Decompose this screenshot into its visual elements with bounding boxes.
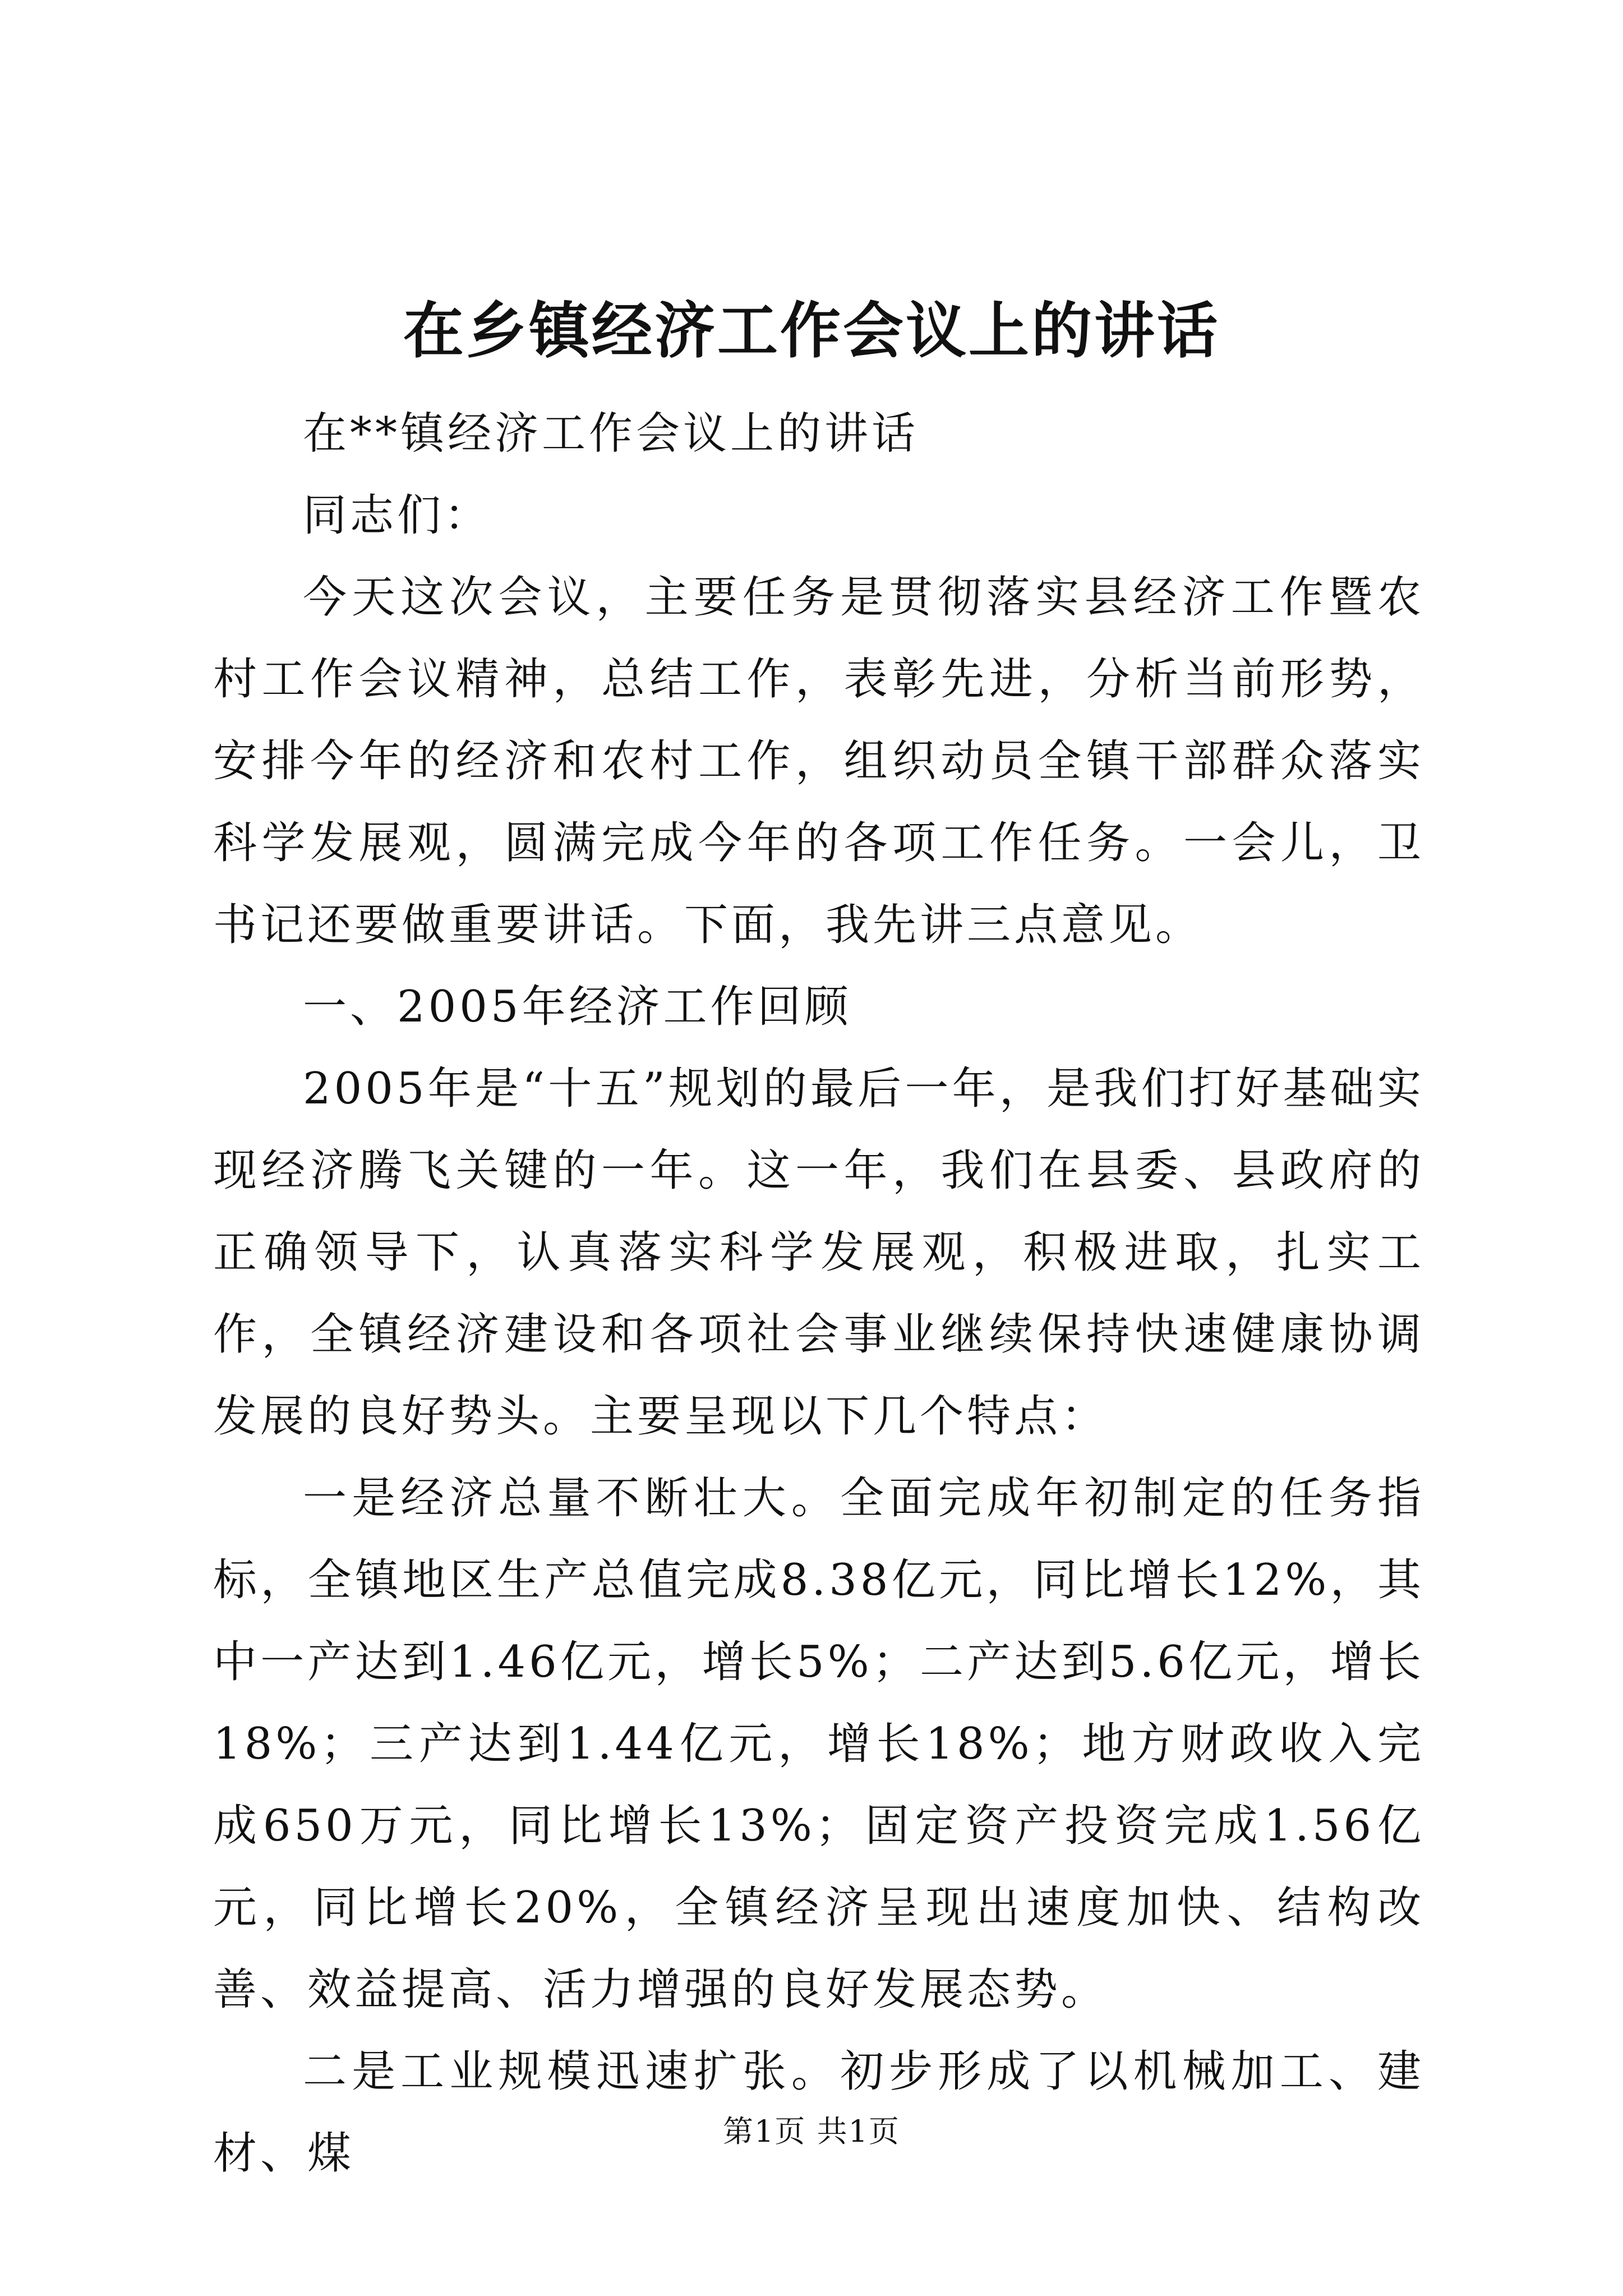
paragraph-overview: 2005年是“十五”规划的最后一年，是我们打好基础实现经济腾飞关键的一年。这一年，我们在县委、县政府的正确领导下，认真落实科学发展观，积极进取，扎实工作，全镇经济建设和各项社会事业继续保持快速健康协调发展的良好势头。主要呈现以下几个特点：: [213, 1064, 1424, 1442]
paragraph-salutation: 同志们：: [303, 490, 492, 541]
paragraph-point-one: 一是经济总量不断壮大。全面完成年初制定的任务指标，全镇地区生产总值完成8.38亿元，同比增长12%，其中一产达到1.46亿元，增长5%；二产达到5.6亿元，增长18%；三产达到1.44亿元，增长18%；地方财政收入完成650万元，同比增长13%；固定资产投资完成1.56亿元，同比增长20%，全镇经济呈现出速度加快、结构改善、效益提高、活力增强的良好发展态势。: [213, 1473, 1424, 2015]
section-heading-review: 一、2005年经济工作回顾: [303, 982, 852, 1032]
paragraph-subtitle: 在**镇经济工作会议上的讲话: [303, 408, 919, 459]
paragraph-intro: 今天这次会议，主要任务是贯彻落实县经济工作暨农村工作会议精神，总结工作，表彰先进，分析当前形势，安排今年的经济和农村工作，组织动员全镇干部群众落实科学发展观，圆满完成今年的各项工作任务。一会儿，卫书记还要做重要讲话。下面，我先讲三点意见。: [213, 572, 1424, 950]
document-title: 在乡镇经济工作会议上的讲话: [403, 296, 1220, 366]
paragraph-point-two: 二是工业规模迅速扩张。初步形成了以机械加工、建材、煤: [213, 2046, 1424, 2179]
page-footer: 第1页 共1页: [723, 2114, 900, 2149]
document-body: [213, 393, 1424, 2194]
